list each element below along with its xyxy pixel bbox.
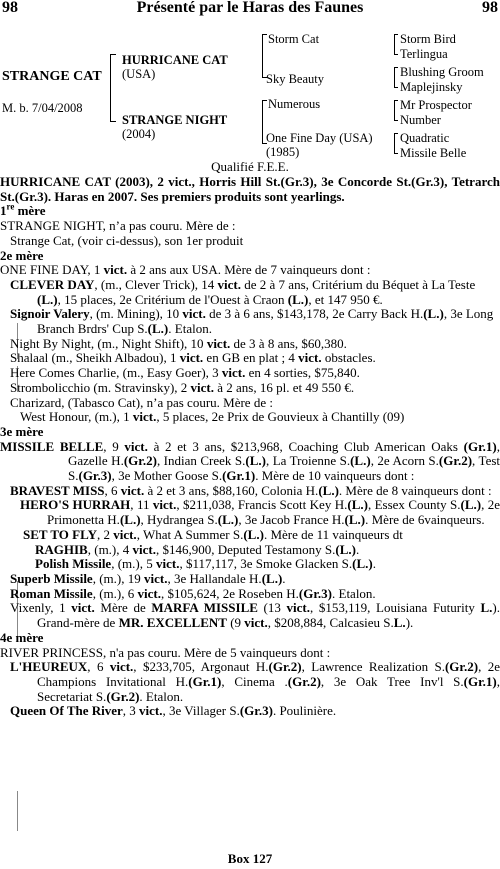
sire-name: HURRICANE CAT [122,53,228,67]
second-dam-intro: ONE FINE DAY, 1 vict. à 2 ans aux USA. Mère de 7 vainqueurs dont : [0,262,371,278]
dam-name: STRANGE NIGHT [122,113,228,127]
bracket-line [394,87,398,88]
entry-strombolicchio: Strombolicchio (m. Stravinsky), 2 vict. à 2 ans, 16 pl. et 49 550 €. [10,379,355,395]
ddd-name: Missile Belle [400,146,467,160]
bracket-line [394,34,398,35]
ss-name: Storm Cat [268,32,320,46]
sss-name: Storm Bird [400,32,456,46]
sire-country: (USA) [122,67,156,81]
entry-vixenly: Vixenly, 1 vict. Mère de MARFA MISSILE (13 vict., $153,119, Louisiana Futurity L.). Grand-mère de MR. EXCELLENT (9 vict., $208,884, Calcasieu S.L.). [10,600,500,631]
sds-name: Blushing Groom [400,65,484,79]
entry-raghib: RAGHIB, (m.), 4 vict., $146,900, Deputed Testamony S.(L.). [35,541,360,557]
pedigree-table [0,30,500,158]
ssd-name: Terlingua [400,47,448,61]
entry-superb-missile: Superb Missile, (m.), 19 vict., 3e Hallandale H.(L.). [10,570,286,586]
bracket-line [110,54,111,122]
section-heading-4: 4e mère [0,629,44,645]
entry-heros-hurrah: HERO'S HURRAH, 11 vict., $211,038, Francis Scott Key H.(L.), Essex County S.(L.), 2e Primonetta H.(L.), Hydrangea S.(L.), 3e Jacob France H.(L.). Mère de 6vainqueurs. [20,497,500,528]
page-number-left: 98 [2,0,18,16]
dd-year: (1985) [266,145,300,159]
bracket-line [394,133,395,154]
entry-shalaal: Shalaal (m., Sheikh Albadou), 1 vict. en GB en plat ; 4 vict. obstacles. [10,350,376,366]
entry-queen-of-the-river: Queen Of The River, 3 vict., 3e Villager S.(Gr.3). Poulinière. [10,703,337,719]
bracket-line [262,100,267,101]
dsd-name: Number [400,113,441,127]
first-dam-produce: Strange Cat, (voir ci-dessus), son 1er produit [10,232,244,248]
fourth-dam-intro: RIVER PRINCESS, n'a pas couru. Mère de 5 vainqueurs dont : [0,644,331,660]
sire-note: HURRICANE CAT (2003), 2 vict., Horris Hill St.(Gr.3), 3e Concorde St.(Gr.3), Tetrarch St.(Gr.3). Haras en 2007. Ses premiers produits sont yearlings. [0,174,500,204]
page-header [0,0,500,20]
entry-signoir-valery: Signoir Valery, (m. Mining), 10 vict. de 3 à 6 ans, $143,178, 2e Carry Back H.(L.), 3e Long Branch Brdrs' Cup S.(L.). Etalon. [10,306,494,337]
bracket-line [394,153,398,154]
entry-charizard: Charizard, (Tabasco Cat), n’a pas couru. Mère de : [10,394,273,410]
dds-name: Quadratic [400,131,450,145]
entry-here-comes-charlie: Here Comes Charlie, (m., Easy Goer), 3 vict. en 4 sorties, $75,840. [10,365,360,381]
section-heading-1: 1re mère [0,202,46,219]
dd-name: One Fine Day (USA) [266,131,373,145]
page-title: Présenté par le Haras des Faunes [136,0,364,16]
page-number-right: 98 [482,0,498,16]
entry-night-by-night: Night By Night, (m., Night Shift), 10 vict. de 3 à 8 ans, $60,380. [10,335,347,351]
dss-name: Mr Prospector [400,98,472,112]
section-heading-2: 2e mère [0,247,44,263]
bracket-line [394,100,395,121]
sd-name: Sky Beauty [266,72,324,86]
indent-bar [17,791,18,831]
entry-bravest-miss: BRAVEST MISS, 6 vict. à 2 et 3 ans, $88,160, Colonia H.(L.). Mère de 8 vainqueurs dont : [10,482,492,498]
bracket-line [110,54,116,55]
bracket-line [394,54,398,55]
document-body [0,175,500,719]
entry-set-to-fly: SET TO FLY, 2 vict., What A Summer S.(L.). Mère de 11 vainqueurs dt [23,526,403,542]
qualification-note: Qualifié F.E.E. [211,159,289,174]
bracket-line [394,34,395,55]
dam-year: (2004) [122,127,156,141]
entry-west-honour: West Honour, (m.), 1 vict., 5 places, 2e Prix de Gouvieux à Chantilly (09) [20,409,405,425]
entry-missile-belle: MISSILE BELLE, 9 vict. à 2 et 3 ans, $213,968, Coaching Club American Oaks (Gr.1), Gazelle H.(Gr.2), Indian Creek S.(L.), La Troienne S.(L.), 2e Acorn S.(Gr.2), Test S.(Gr.3), 3e Mother Goose S.(Gr.1). Mère de 10 vainqueurs dont : [0,438,500,484]
horse-info: M. b. 7/04/2008 [2,101,83,115]
entry-polish-missile: Polish Missile, (m.), 5 vict., $117,117, 3e Smoke Glacken S.(L.). [35,556,377,572]
entry-roman-missile: Roman Missile, (m.), 6 vict., $105,624, 2e Roseben H.(Gr.3). Etalon. [10,585,376,601]
bracket-line [394,67,398,68]
sdd-name: Maplejinsky [400,80,463,94]
bracket-line [262,100,263,144]
bracket-line [394,67,395,88]
bracket-line [262,34,263,78]
entry-clever-day: CLEVER DAY, (m., Clever Trick), 14 vict. de 2 à 7 ans, Critérium du Béquet à La Teste (L.), 15 places, 2e Critérium de l'Ouest à Craon (L.), et 147 950 €. [10,276,476,307]
bracket-line [262,34,267,35]
bracket-line [110,121,116,122]
bracket-line [394,100,398,101]
box-number: Box 127 [227,851,273,866]
horse-name: STRANGE CAT [2,69,102,84]
bracket-line [394,133,398,134]
first-dam-line: STRANGE NIGHT, n’a pas couru. Mère de : [0,218,236,234]
entry-lheureux: L'HEUREUX, 6 vict., $233,705, Argonaut H.(Gr.2), Lawrence Realization S.(Gr.2), 2e Champions Invitational H.(Gr.1), Cinema .(Gr.2), 3e Oak Tree Inv'l S.(Gr.1), Secretariat S.(Gr.2). Etalon. [10,659,500,704]
ds-name: Numerous [268,97,321,111]
section-heading-3: 3e mère [0,423,44,439]
bracket-line [394,120,398,121]
